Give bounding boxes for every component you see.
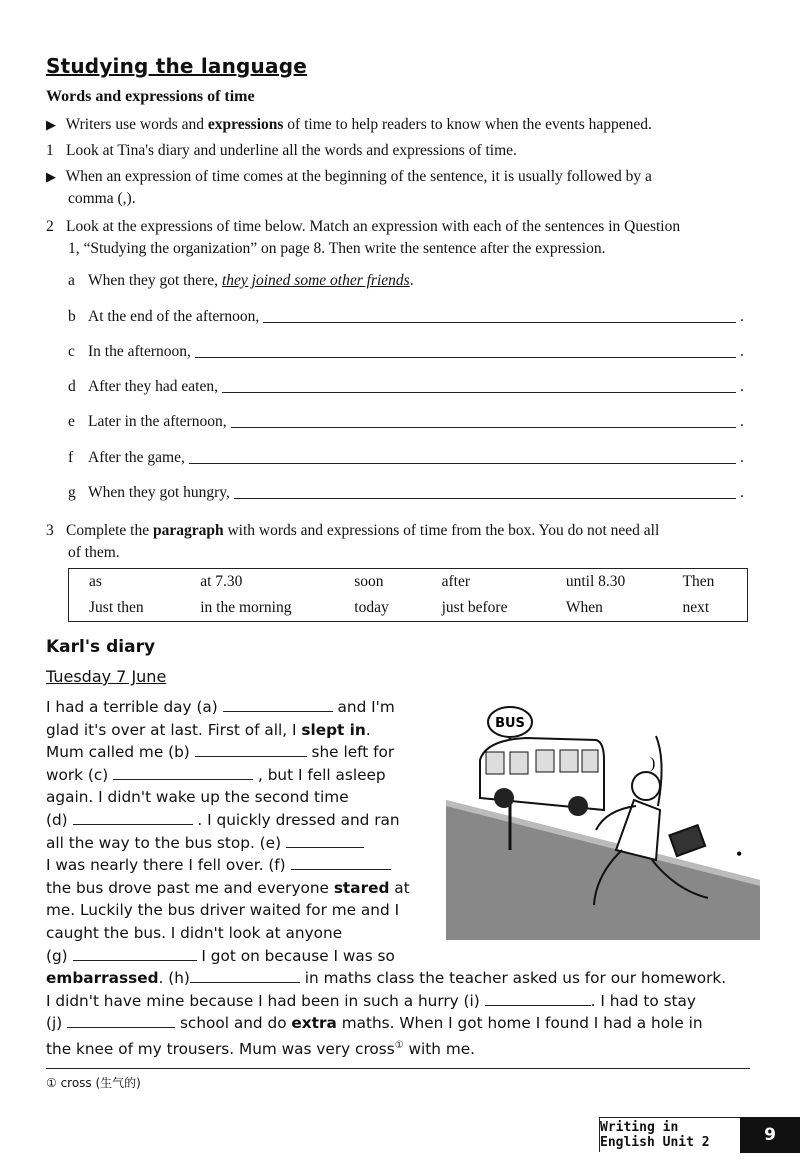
bus-sign-text: BUS — [495, 716, 525, 731]
word-box-row — [69, 569, 748, 596]
item-c: c In the afternoon, . — [68, 343, 744, 360]
item-f: f After the game, . — [68, 449, 744, 466]
item-b: b At the end of the afternoon, . — [68, 308, 744, 325]
item-g: g When they got hungry, . — [68, 484, 744, 501]
subsection-title: Words and expressions of time — [46, 88, 255, 105]
item-a: a When they got there, they joined some other friends . — [68, 272, 414, 289]
gap-g[interactable] — [73, 948, 197, 961]
word-box-cell: as — [89, 573, 102, 590]
item-d: d After they had eaten, . — [68, 378, 744, 395]
gap-c[interactable] — [113, 767, 253, 780]
word-box-cell: Just then — [89, 599, 144, 616]
question-3: 3 Complete the paragraph with words and expressions of time from the box. You do not need all — [46, 522, 660, 539]
question-2: 2 Look at the expressions of time below. Match an expression with each of the sentences in Question — [46, 218, 681, 235]
answer-blank[interactable] — [263, 308, 736, 323]
diary-paragraph-left: I had a terrible day (a) and I'm glad it's over at last. First of all, I slept in. Mum called me (b) she left for work (c) , but I fell asleep again. I didn't wake up the second time (d) . I quickly dressed and ran all the way to the bus stop. (e) I was nearly there I fell over. (f) the bus drove past me and everyone stared at me. Luckily the bus driver waited for me and I caught the bus. I didn't look at anyone (g) I got on because I was so — [46, 698, 410, 965]
section-title: Studying the language — [46, 54, 307, 78]
word-box-cell: until 8.30 — [565, 573, 626, 590]
sample-answer: they joined some other friends — [221, 272, 410, 289]
gap-b[interactable] — [195, 744, 307, 757]
question-2-cont: 1, “Studying the organization” on page 8. Then write the sentence after the expression. — [68, 240, 606, 257]
tip-2: ▶ When an expression of time comes at the beginning of the sentence, it is usually followed by a — [46, 166, 652, 188]
word-box-cell: When — [565, 599, 603, 616]
tip-2-cont: comma (,). — [68, 190, 136, 207]
word-box-cell: next — [682, 599, 710, 616]
answer-blank[interactable] — [195, 343, 736, 358]
answer-blank[interactable] — [231, 413, 736, 428]
arrow-icon: ▶ — [46, 117, 56, 132]
word-box-cell: Then — [682, 573, 715, 590]
word-box-cell: in the morning — [200, 599, 292, 616]
bus-illustration — [446, 700, 760, 950]
question-1: 1 Look at Tina's diary and underline all the words and expressions of time. — [46, 142, 517, 159]
svg-text:•: • — [736, 844, 743, 864]
word-box — [68, 568, 748, 622]
gap-j[interactable] — [67, 1015, 175, 1028]
word-box-row — [69, 595, 748, 622]
footnote-divider — [46, 1068, 750, 1069]
answer-blank[interactable] — [234, 484, 736, 499]
word-box-cell: today — [354, 599, 389, 616]
footer-label: Writing in English Unit 2 — [599, 1117, 740, 1152]
answer-blank[interactable] — [222, 378, 736, 393]
gap-e[interactable] — [286, 835, 364, 848]
tip-1: ▶ Writers use words and expressions of time to help readers to know when the events happened. — [46, 114, 652, 136]
answer-blank[interactable] — [189, 449, 736, 464]
bus — [480, 738, 604, 816]
question-3-cont: of them. — [68, 544, 120, 561]
word-box-cell: at 7.30 — [200, 573, 243, 590]
item-e: e Later in the afternoon, . — [68, 413, 744, 430]
svg-text:): ) — [650, 755, 656, 772]
arrow-icon: ▶ — [46, 169, 56, 184]
gap-a[interactable] — [223, 699, 333, 712]
gap-d[interactable] — [73, 812, 193, 825]
gap-f[interactable] — [291, 857, 391, 870]
gap-h[interactable] — [190, 970, 300, 983]
diary-paragraph-bottom: embarrassed. (h) in maths class the teacher asked us for our homework. I didn't have mine because I had been in such a hurry (i) . I had to stay (j) school and do extra maths. When I got home I found I had a hole in the knee of my trousers. Mum was very cross① with me. — [46, 969, 727, 1058]
word-box-cell: soon — [354, 573, 384, 590]
page-number: 9 — [740, 1117, 800, 1153]
word-box-cell: just before — [441, 599, 508, 616]
diary-title: Karl's diary — [46, 637, 156, 657]
gap-i[interactable] — [485, 993, 591, 1006]
diary-date: Tuesday 7 June — [46, 667, 167, 686]
word-box-cell: after — [441, 573, 471, 590]
footnote: ① cross (生气的) — [46, 1076, 141, 1090]
